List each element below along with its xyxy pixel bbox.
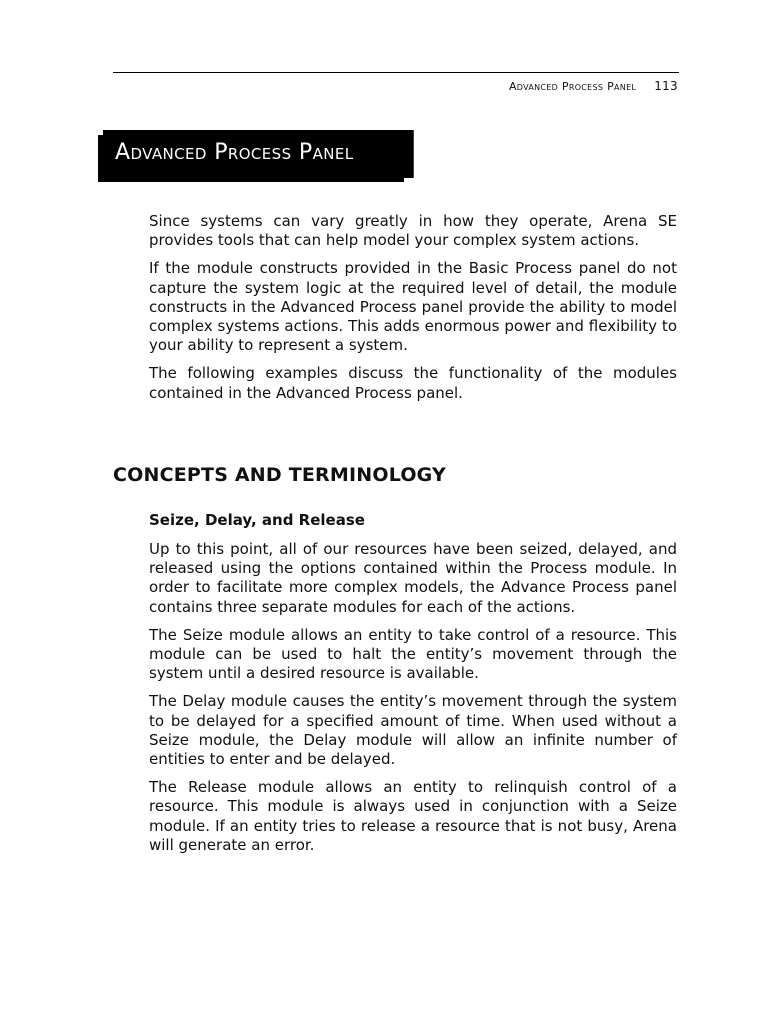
header-rule <box>113 72 679 73</box>
section-paragraph: The Release module allows an entity to relinquish control of a resource. This module is always used in conjunction with a Seize module. If an entity tries to release a resource that is not busy, Arena will generate an error. <box>149 778 677 854</box>
section-paragraph: The Seize module allows an entity to take control of a resource. This module can be used to halt the entity’s movement through the system until a desired resource is available. <box>149 625 677 683</box>
section-paragraph: The Delay module causes the entity’s movement through the system to be delayed for a specified amount of time. When used without a Seize module, the Delay module will allow an infinite number of entities to enter and be delayed. <box>149 692 677 769</box>
intro-paragraph: The following examples discuss the functionality of the modules contained in the Advanced Process panel. <box>149 364 677 402</box>
chapter-title: Advanced Process Panel <box>115 140 354 165</box>
section-paragraph: Up to this point, all of our resources have been seized, delayed, and released using the options contained within the Process module. In order to facilitate more complex models, the Advance Process panel contains three separate modules for each of the actions. <box>149 540 677 616</box>
section-text <box>149 540 677 864</box>
section-heading: CONCEPTS AND TERMINOLOGY <box>113 464 447 486</box>
running-head <box>509 79 678 93</box>
intro-text <box>149 212 677 412</box>
running-head-title: Advanced Process Panel <box>508 80 637 93</box>
intro-paragraph: Since systems can vary greatly in how they operate, Arena SE provides tools that can help model your complex system actions. <box>149 212 677 250</box>
chapter-title-box <box>103 130 414 178</box>
chapter-title-block <box>98 130 413 183</box>
page-number: 113 <box>654 79 678 93</box>
subsection-heading: Seize, Delay, and Release <box>149 511 365 529</box>
intro-paragraph: If the module constructs provided in the Basic Process panel do not capture the system logic at the required level of detail, the module constructs in the Advanced Process panel provide the ability to model complex systems actions. This adds enormous power and flexibility to your ability to represent a system. <box>149 259 677 355</box>
